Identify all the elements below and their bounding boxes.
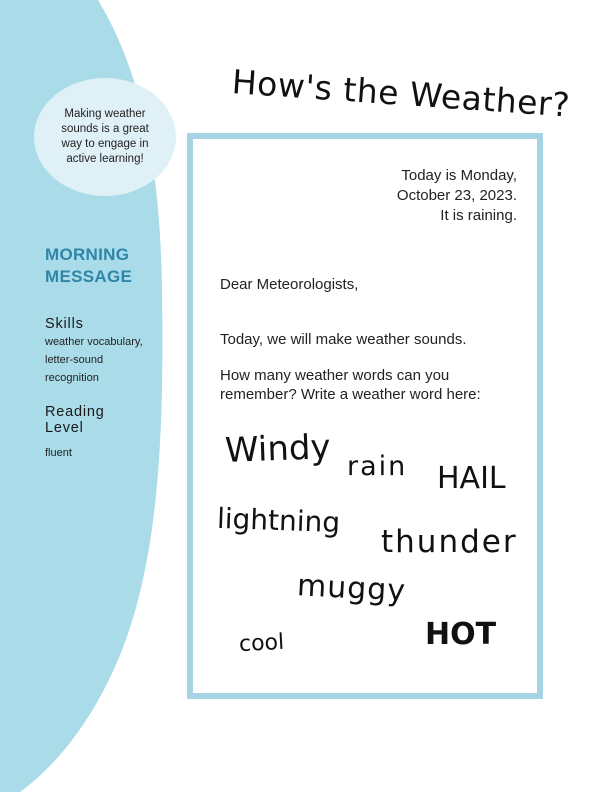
reading-level-value: fluent	[45, 447, 72, 459]
skills-text	[45, 333, 155, 387]
handwritten-word: thunder	[381, 524, 518, 560]
skills-line: recognition	[45, 372, 99, 384]
page-title: How's the Weather?	[230, 62, 572, 125]
skills-line: letter-sound	[45, 354, 104, 366]
reading-heading-line2: Level	[45, 420, 84, 436]
letter-greeting: Dear Meteorologists,	[220, 276, 359, 293]
section-title-line1: MORNING	[45, 245, 130, 264]
reading-heading-line1: Reading	[45, 404, 105, 420]
date-line-1: Today is Monday,	[401, 167, 517, 184]
letter-line-1: Today, we will make weather sounds.	[220, 331, 467, 348]
letter-line-2a: How many weather words can you	[220, 367, 450, 384]
handwritten-word: cool	[238, 629, 285, 658]
date-line-3: It is raining.	[440, 207, 517, 224]
skills-line: weather vocabulary,	[45, 336, 143, 348]
handwritten-word: HOT	[425, 617, 497, 652]
handwritten-word: rain	[347, 451, 408, 482]
handwritten-word: muggy	[296, 568, 407, 609]
section-title-line2: MESSAGE	[45, 267, 133, 286]
handwritten-word: lightning	[216, 501, 341, 540]
tip-bubble	[34, 78, 176, 196]
tip-text: Making weather sounds is a great way to engage in active learning!	[61, 108, 149, 165]
handwritten-word: HAIL	[437, 461, 506, 496]
reading-level-heading	[45, 404, 105, 436]
handwritten-word: Windy	[224, 427, 332, 471]
skills-heading: Skills	[45, 316, 84, 332]
morning-message-frame	[187, 133, 543, 699]
date-line-2: October 23, 2023.	[396, 187, 517, 204]
letter-line-2b: remember? Write a weather word here:	[220, 386, 481, 403]
section-title	[45, 244, 165, 288]
